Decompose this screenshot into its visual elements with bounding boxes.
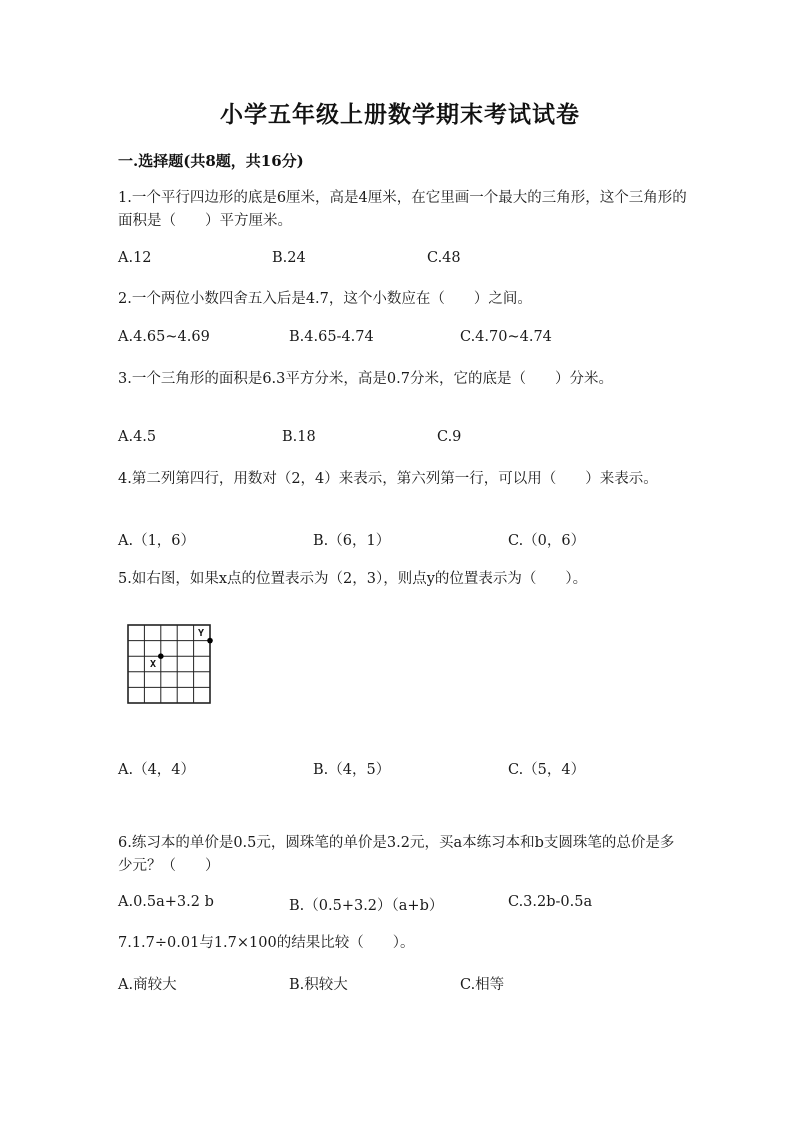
question-4-stem: 4.第二列第四行，用数对（2，4）来表示，第六列第一行，可以用（ ）来表示。 [118, 471, 658, 487]
question-7-option-b[interactable]: B.积较大 [289, 977, 348, 993]
question-3-stem: 3.一个三角形的面积是6.3平方分米，高是0.7分米，它的底是（ ）分米。 [118, 371, 613, 387]
question-3-option-c[interactable]: C.9 [437, 429, 462, 445]
question-2-option-c[interactable]: C.4.70~4.74 [460, 329, 552, 345]
section-heading: 一.选择题(共8题，共16分) [118, 152, 304, 170]
question-1-option-b[interactable]: B.24 [272, 250, 306, 266]
question-5-option-a[interactable]: A.（4，4） [118, 762, 196, 778]
question-7-option-a[interactable]: A.商较大 [118, 977, 177, 993]
question-6-stem: 6.练习本的单价是0.5元，圆珠笔的单价是3.2元，买a本练习本和b支圆珠笔的总价是多少元？（ ） [118, 835, 675, 874]
point-y-marker [207, 638, 213, 644]
question-2-stem: 2.一个两位小数四舍五入后是4.7，这个小数应在（ ）之间。 [118, 291, 532, 307]
question-1-stem: 1.一个平行四边形的底是6厘米，高是4厘米，在它里画一个最大的三角形，这个三角形的面积是（ ）平方厘米。 [118, 190, 687, 229]
question-5-option-b[interactable]: B.（4，5） [313, 762, 391, 778]
question-3-option-a[interactable]: A.4.5 [118, 429, 157, 445]
question-7-stem: 7.1.7÷0.01与1.7×100的结果比较（ ）。 [118, 935, 415, 951]
question-2-option-a[interactable]: A.4.65~4.69 [118, 329, 210, 345]
question-1-option-a[interactable]: A.12 [118, 250, 152, 266]
coordinate-grid-figure [126, 622, 216, 706]
page-title: 小学五年级上册数学期末考试试卷 [220, 101, 580, 128]
question-6-option-c[interactable]: C.3.2b-0.5a [508, 894, 593, 910]
question-6-option-b[interactable]: B.（0.5+3.2）（a+b） [289, 898, 444, 914]
question-3-option-b[interactable]: B.18 [282, 429, 316, 445]
point-x-label: X [150, 659, 157, 670]
question-2-option-b[interactable]: B.4.65-4.74 [289, 329, 374, 345]
question-1-option-c[interactable]: C.48 [427, 250, 461, 266]
point-y-label: Y [198, 628, 205, 639]
question-4-option-a[interactable]: A.（1，6） [118, 533, 196, 549]
question-6-option-a[interactable]: A.0.5a+3.2 b [118, 894, 214, 910]
question-4-option-b[interactable]: B.（6，1） [313, 533, 391, 549]
question-5-option-c[interactable]: C.（5，4） [508, 762, 586, 778]
question-7-option-c[interactable]: C.相等 [460, 977, 505, 993]
question-5-stem: 5.如右图，如果x点的位置表示为（2，3），则点y的位置表示为（ ）。 [118, 571, 588, 587]
question-4-option-c[interactable]: C.（0，6） [508, 533, 586, 549]
point-x-marker [158, 653, 164, 659]
